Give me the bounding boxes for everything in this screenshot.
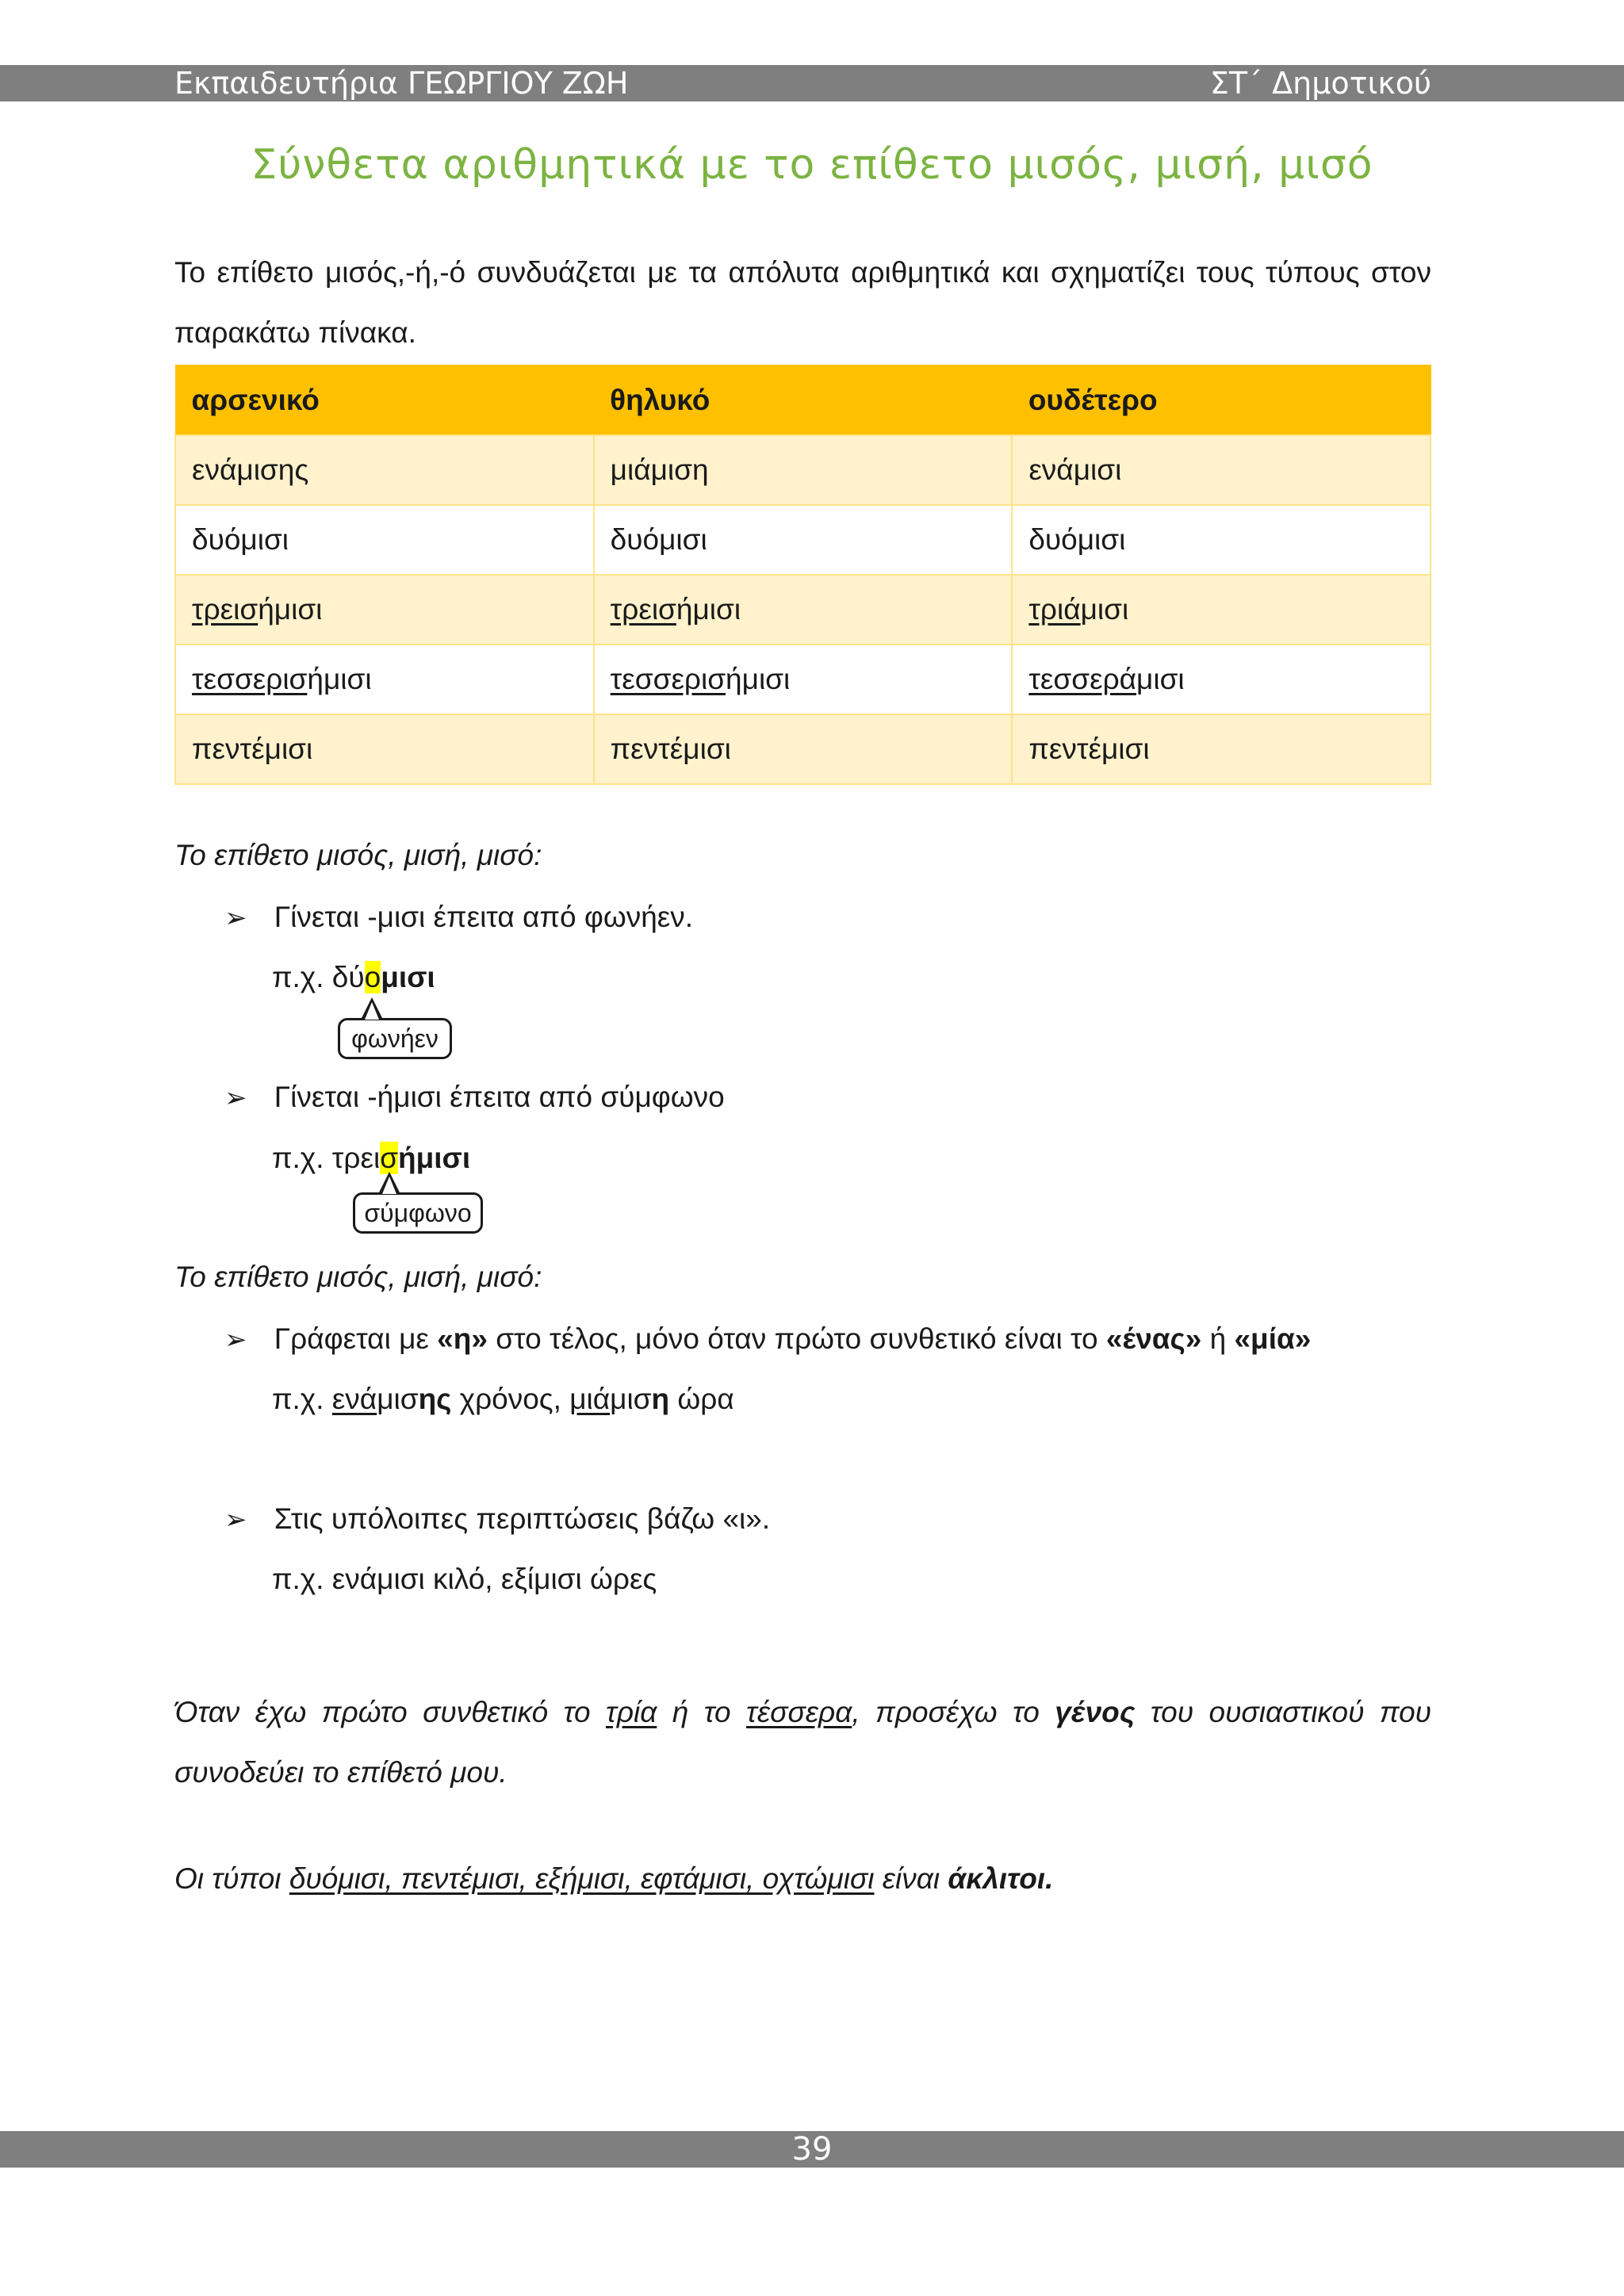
rule-text: Γίνεται -μισι έπειτα από φωνήεν. xyxy=(274,901,694,933)
bullet-arrow-icon: ➢ xyxy=(224,1505,247,1535)
cell-masculine: τεσσερισήμισι xyxy=(175,645,594,714)
page-number: 39 xyxy=(791,2131,833,2168)
grade-label: ΣΤ΄ Δημοτικού xyxy=(1209,66,1431,101)
cell-feminine: πεντέμισι xyxy=(594,714,1013,784)
header-masculine: αρσενικό xyxy=(175,365,594,436)
note-gender: Όταν έχω πρώτο συνθετικό το τρία ή το τέσσερα, προσέχω το γένος του ουσιαστικού που συνοδεύει το επίθετό μου. xyxy=(174,1696,1432,1789)
section2-rule1 xyxy=(224,1322,1311,1356)
callout-vowel: φωνήεν xyxy=(338,1018,452,1059)
highlighted-letter: ο xyxy=(364,961,381,993)
bullet-arrow-icon: ➢ xyxy=(224,1083,247,1113)
callout-pointer-fill xyxy=(382,1177,396,1194)
header-neuter: ουδέτερο xyxy=(1012,365,1431,436)
example-prefix: π.χ. δύ xyxy=(272,961,365,993)
section2-example2: π.χ. ενάμισι κιλό, εξίμισι ώρες xyxy=(272,1563,657,1595)
section2-heading: Το επίθετο μισός, μισή, μισό: xyxy=(174,1261,542,1293)
cell-masculine: ενάμισης xyxy=(175,435,594,505)
cell-feminine: τεσσερισήμισι xyxy=(594,645,1013,714)
table-row xyxy=(175,575,1431,645)
school-name: Εκπαιδευτήρια ΓΕΩΡΓΙΟΥ ΖΩΗ xyxy=(174,66,629,101)
header-feminine: θηλυκό xyxy=(594,365,1013,436)
highlighted-letter: σ xyxy=(380,1142,399,1174)
bullet-arrow-icon: ➢ xyxy=(224,903,247,933)
table-row xyxy=(175,435,1431,505)
section1-rule1 xyxy=(224,901,693,934)
cell-feminine: δυόμισι xyxy=(594,505,1013,575)
page-title: Σύνθετα αριθμητικά με το επίθετο μισός, μισή, μισό xyxy=(251,141,1373,189)
section2-rule2 xyxy=(224,1502,770,1536)
section1-example1 xyxy=(272,961,435,994)
section1-example2 xyxy=(272,1142,470,1175)
example-suffix: μισι xyxy=(381,961,435,993)
example-suffix: ήμισι xyxy=(398,1142,471,1174)
header-bar xyxy=(0,65,1624,101)
rule-text: Στις υπόλοιπες περιπτώσεις βάζω «ι». xyxy=(274,1502,771,1535)
cell-neuter: τριάμισι xyxy=(1012,575,1431,645)
note-indeclinable: Οι τύποι δυόμισι, πεντέμισι, εξήμισι, εφτάμισι, οχτώμισι είναι άκλιτοι. xyxy=(174,1862,1054,1895)
callout-consonant: σύμφωνο xyxy=(353,1192,483,1234)
cell-neuter: δυόμισι xyxy=(1012,505,1431,575)
forms-table xyxy=(174,365,1431,785)
footer-bar xyxy=(0,2131,1624,2168)
table-row xyxy=(175,505,1431,575)
cell-masculine: τρεισήμισι xyxy=(175,575,594,645)
section1-rule2 xyxy=(224,1081,725,1114)
callout-pointer-fill xyxy=(365,1002,379,1020)
rule-text: Γράφεται με «η» στο τέλος, μόνο όταν πρώτο συνθετικό είναι το «ένας» ή «μία» xyxy=(274,1322,1312,1355)
section2-example1: π.χ. ενάμισης χρόνος, μιάμιση ώρα xyxy=(272,1383,734,1415)
cell-neuter: πεντέμισι xyxy=(1012,714,1431,784)
bullet-arrow-icon: ➢ xyxy=(224,1325,247,1355)
intro-paragraph: Το επίθετο μισός,-ή,-ό συνδυάζεται με τα απόλυτα αριθμητικά και σχηματίζει τους τύπους στον παρακάτω πίνακα. xyxy=(174,256,1431,349)
cell-feminine: μιάμιση xyxy=(594,435,1013,505)
cell-neuter: ενάμισι xyxy=(1012,435,1431,505)
cell-feminine: τρεισήμισι xyxy=(594,575,1013,645)
cell-masculine: δυόμισι xyxy=(175,505,594,575)
table-row xyxy=(175,714,1431,784)
section1-heading: Το επίθετο μισός, μισή, μισό: xyxy=(174,839,542,871)
table-header-row xyxy=(175,365,1431,436)
cell-masculine: πεντέμισι xyxy=(175,714,594,784)
rule-text: Γίνεται -ήμισι έπειτα από σύμφωνο xyxy=(274,1081,725,1113)
table-row xyxy=(175,645,1431,714)
example-prefix: π.χ. τρει xyxy=(272,1142,381,1174)
cell-neuter: τεσσεράμισι xyxy=(1012,645,1431,714)
